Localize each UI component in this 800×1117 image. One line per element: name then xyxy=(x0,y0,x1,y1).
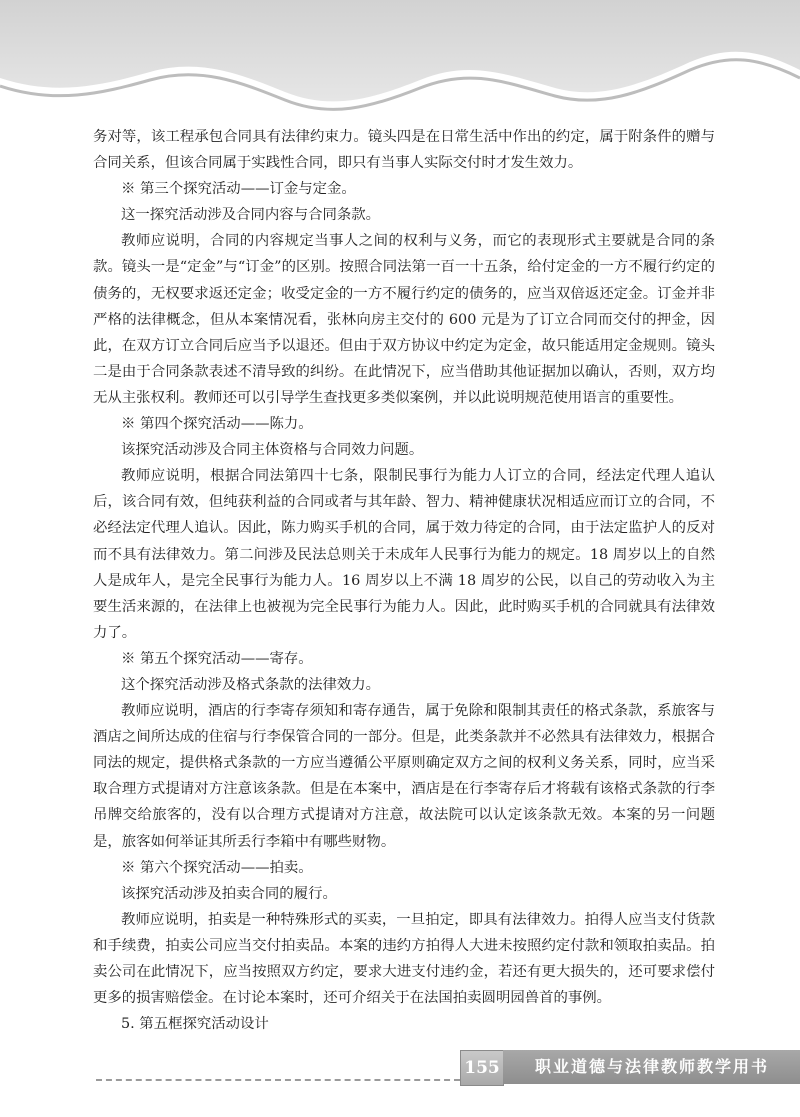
activity-explanation-3: 教师应说明，合同的内容规定当事人之间的权利与义务，而它的表现形式主要就是合同的条款。镜头一是“定金”与“订金”的区别。按照合同法第一百一十五条，给付定金的一方不履行约定的债务的，无权要求返还定金；收受定金的一方不履行约定的债务的，应当双倍返还定金。订金并非严格的法律概念，但从本案情况看，张林向房主交付的 600 元是为了订立合同而交付的押金，因此，在双方订立合同后应当予以退还。但由于双方协议中约定为定金，故只能适用定金规则。镜头二是由于合同条款表述不清导致的纠纷。在此情况下，应当借助其他证据加以确认，否则，双方均无从主张权利。教师还可以引导学生查找更多类似案例，并以此说明规范使用语言的重要性。 xyxy=(93,233,715,406)
body-text xyxy=(93,124,715,1037)
page-number: 155 xyxy=(460,1050,504,1086)
activity-explanation-6: 教师应说明，拍卖是一种特殊形式的买卖，一旦拍定，即具有法律效力。拍得人应当支付货款和手续费，拍卖公司应当交付拍卖品。本案的违约方拍得人大进未按照约定付款和领取拍卖品。拍卖公司在此情况下，应当按照双方约定，要求大进支付违约金，若还有更大损失的，还可要求偿付更多的损害赔偿金。在讨论本案时，还可介绍关于在法国拍卖圆明园兽首的事例。 xyxy=(93,911,715,1007)
activity-scope-3: 这一探究活动涉及合同内容与合同条款。 xyxy=(121,207,381,224)
activity-heading-3: ※ 第三个探究活动——订金与定金。 xyxy=(121,181,356,198)
activity-explanation-4: 教师应说明，根据合同法第四十七条，限制民事行为能力人订立的合同，经法定代理人追认后，该合同有效，但纯获利益的合同或者与其年龄、智力、精神健康状况相适应而订立的合同，不必经法定代理人追认。因此，陈力购买手机的合同，属于效力待定的合同，由于法定监护人的反对而不具有法律效力。第二问涉及民法总则关于未成年人民事行为能力的规定。18 周岁以上的自然人是成年人，是完全民事行为能力人。16 周岁以上不满 18 周岁的公民，以自己的劳动收入为主要生活来源的，在法律上也被视为完全民事行为能力人。因此，此时购买手机的合同就具有法律效力了。 xyxy=(93,468,715,641)
paragraph-continuation: 务对等，该工程承包合同具有法律约束力。镜头四是在日常生活中作出的约定，属于附条件的赠与合同关系，但该合同属于实践性合同，即只有当事人实际交付时才发生效力。 xyxy=(93,129,715,172)
activity-heading-5: ※ 第五个探究活动——寄存。 xyxy=(121,650,313,667)
activity-scope-4: 该探究活动涉及合同主体资格与合同效力问题。 xyxy=(121,442,424,459)
activity-scope-6: 该探究活动涉及拍卖合同的履行。 xyxy=(121,885,337,902)
section-heading: 5. 第五框探究活动设计 xyxy=(121,1016,269,1033)
activity-heading-4: ※ 第四个探究活动——陈力。 xyxy=(121,416,313,433)
activity-explanation-5: 教师应说明，酒店的行李寄存须知和寄存通告，属于免除和限制其责任的格式条款，系旅客与酒店之间所达成的住宿与行李保管合同的一部分。但是，此类条款并不必然具有法律效力，根据合同法的规定，提供格式条款的一方应当遵循公平原则确定双方之间的权利义务关系，同时，应当采取合理方式提请对方注意该条款。但是在本案中，酒店是在行李寄存后才将载有该格式条款的行李吊牌交给旅客的，没有以合理方式提请对方注意，故法院可以认定该条款无效。本案的另一问题是，旅客如何举证其所丢行李箱中有哪些财物。 xyxy=(93,703,715,850)
footer-dashed-rule xyxy=(96,1079,460,1081)
activity-heading-6: ※ 第六个探究活动——拍卖。 xyxy=(121,859,313,876)
book-title: 职业道德与法律教师教学用书 xyxy=(503,1050,800,1084)
activity-scope-5: 这个探究活动涉及格式条款的法律效力。 xyxy=(121,676,381,693)
header-wave-band xyxy=(0,0,800,120)
